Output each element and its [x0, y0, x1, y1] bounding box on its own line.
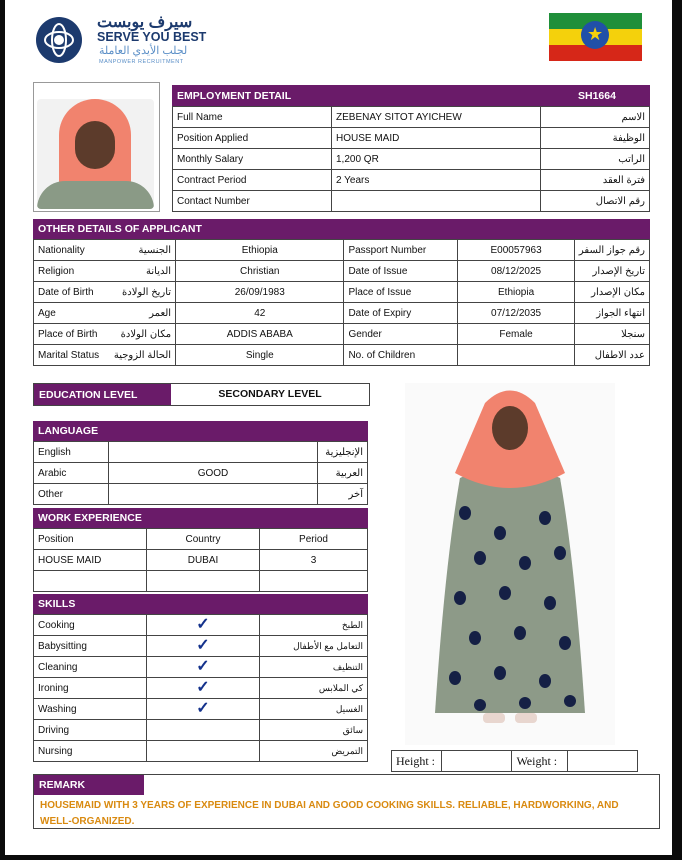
- field-value: Female: [458, 324, 575, 345]
- skill-label: Cooking: [34, 615, 147, 636]
- language-row: [34, 484, 368, 505]
- field-arabic-label: مكان الإصدار: [574, 282, 649, 303]
- field-label: Marital Status: [34, 345, 104, 366]
- skill-check-cell: [147, 615, 260, 636]
- check-icon: ✓: [196, 658, 210, 675]
- language-label: Arabic: [34, 463, 109, 484]
- skill-arabic-label: الغسيل: [260, 699, 368, 720]
- check-icon: ✓: [196, 700, 210, 717]
- other-details-row: [34, 303, 650, 324]
- field-label: Monthly Salary: [173, 149, 332, 170]
- language-arabic-label: الإنجليزية: [318, 442, 368, 463]
- skill-check-cell: [147, 699, 260, 720]
- skill-check-cell: [147, 720, 260, 741]
- work-row: [34, 550, 368, 571]
- field-value: 08/12/2025: [458, 261, 575, 282]
- language-row: [34, 463, 368, 484]
- top-photo-frame: [33, 82, 160, 212]
- language-header: LANGUAGE: [33, 421, 368, 441]
- field-value: 42: [176, 303, 344, 324]
- language-level: GOOD: [109, 463, 318, 484]
- field-value: Ethiopia: [176, 240, 344, 261]
- skill-label: Washing: [34, 699, 147, 720]
- field-arabic-label: انتهاء الجواز: [574, 303, 649, 324]
- employment-row: [173, 149, 650, 170]
- check-icon: ✓: [196, 616, 210, 633]
- field-arabic-label: سنجلا: [574, 324, 649, 345]
- other-details-row: [34, 324, 650, 345]
- skill-row: [34, 615, 368, 636]
- work-row: [34, 571, 368, 592]
- field-arabic-label: الجنسية: [103, 240, 175, 261]
- ethiopia-flag-icon: ★: [549, 13, 642, 61]
- field-value: 2 Years: [332, 170, 541, 191]
- field-value: 26/09/1983: [176, 282, 344, 303]
- field-label: Passport Number: [344, 240, 458, 261]
- field-label: Place of Issue: [344, 282, 458, 303]
- language-label: Other: [34, 484, 109, 505]
- field-arabic-label: رقم جواز السفر: [574, 240, 649, 261]
- height-label: Height :: [392, 751, 442, 772]
- field-arabic-label: فترة العقد: [541, 170, 650, 191]
- field-label: Date of Issue: [344, 261, 458, 282]
- field-arabic-label: تاريخ الولادة: [103, 282, 175, 303]
- field-value: HOUSE MAID: [332, 128, 541, 149]
- skill-label: Nursing: [34, 741, 147, 762]
- other-details-header: OTHER DETAILS OF APPLICANT: [33, 219, 650, 239]
- field-label: Contract Period: [173, 170, 332, 191]
- field-arabic-label: الديانة: [103, 261, 175, 282]
- field-value: E00057963: [458, 240, 575, 261]
- skill-check-cell: [147, 657, 260, 678]
- field-value: [332, 191, 541, 212]
- skill-row: [34, 657, 368, 678]
- skill-label: Babysitting: [34, 636, 147, 657]
- other-details-row: [34, 345, 650, 366]
- field-arabic-label: الوظيفة: [541, 128, 650, 149]
- skill-arabic-label: التمريض: [260, 741, 368, 762]
- company-logo: [33, 12, 223, 68]
- cv-page: [5, 0, 672, 855]
- education-row: [33, 383, 370, 406]
- field-arabic-label: العمر: [103, 303, 175, 324]
- skill-check-cell: [147, 678, 260, 699]
- remark-box: [33, 774, 660, 829]
- field-label: Place of Birth: [34, 324, 104, 345]
- applicant-portrait-photo: [37, 99, 154, 209]
- other-details-row: [34, 282, 650, 303]
- check-icon: ✓: [196, 679, 210, 696]
- language-table: [33, 441, 368, 505]
- skill-arabic-label: سائق: [260, 720, 368, 741]
- skill-label: Ironing: [34, 678, 147, 699]
- applicant-full-body-figure: [405, 383, 615, 745]
- field-label: Gender: [344, 324, 458, 345]
- employment-row: [173, 107, 650, 128]
- weight-label: Weight :: [512, 751, 567, 772]
- field-arabic-label: تاريخ الإصدار: [574, 261, 649, 282]
- field-value: 1,200 QR: [332, 149, 541, 170]
- education-label: EDUCATION LEVEL: [34, 384, 171, 405]
- work-cell: 3: [260, 550, 368, 571]
- logo-arabic-sub: لجلب الأيدي العاملة: [99, 45, 188, 57]
- field-label: Nationality: [34, 240, 104, 261]
- employment-table: [172, 106, 650, 212]
- skill-row: [34, 741, 368, 762]
- remark-header: REMARK: [34, 775, 144, 795]
- globe-logo-icon: [33, 14, 95, 66]
- field-label: Age: [34, 303, 104, 324]
- skill-row: [34, 678, 368, 699]
- field-label: Position Applied: [173, 128, 332, 149]
- skill-arabic-label: الطبخ: [260, 615, 368, 636]
- work-column-header: Country: [147, 529, 260, 550]
- employment-row: [173, 191, 650, 212]
- skill-row: [34, 636, 368, 657]
- logo-tagline: MANPOWER RECRUITMENT: [99, 59, 184, 65]
- field-arabic-label: مكان الولادة: [103, 324, 175, 345]
- field-value: [458, 345, 575, 366]
- employment-detail-header: [172, 85, 650, 106]
- skill-check-cell: [147, 636, 260, 657]
- work-cell: [34, 571, 147, 592]
- work-cell: [147, 571, 260, 592]
- reference-number: SH1664: [578, 89, 616, 102]
- skill-row: [34, 699, 368, 720]
- field-arabic-label: الحالة الزوجية: [103, 345, 175, 366]
- field-value: Christian: [176, 261, 344, 282]
- weight-value: [567, 751, 637, 772]
- check-icon: ✓: [196, 637, 210, 654]
- field-arabic-label: رقم الاتصال: [541, 191, 650, 212]
- logo-arabic: سيرف يوبست: [97, 14, 193, 31]
- language-level: [109, 442, 318, 463]
- field-value: ZEBENAY SITOT AYICHEW: [332, 107, 541, 128]
- employment-row: [173, 128, 650, 149]
- language-arabic-label: آخر: [318, 484, 368, 505]
- work-column-header: Position: [34, 529, 147, 550]
- field-label: Date of Expiry: [344, 303, 458, 324]
- employment-row: [173, 170, 650, 191]
- skill-arabic-label: التنظيف: [260, 657, 368, 678]
- skill-label: Cleaning: [34, 657, 147, 678]
- height-weight-table: [391, 750, 638, 772]
- education-value: SECONDARY LEVEL: [218, 388, 322, 400]
- skills-table: [33, 614, 368, 762]
- field-arabic-label: الراتب: [541, 149, 650, 170]
- field-arabic-label: الاسم: [541, 107, 650, 128]
- work-header-row: [34, 529, 368, 550]
- skill-row: [34, 720, 368, 741]
- field-label: Date of Birth: [34, 282, 104, 303]
- skill-arabic-label: كي الملابس: [260, 678, 368, 699]
- skills-header: SKILLS: [33, 594, 368, 614]
- field-label: Full Name: [173, 107, 332, 128]
- work-cell: HOUSE MAID: [34, 550, 147, 571]
- work-cell: [260, 571, 368, 592]
- language-level: [109, 484, 318, 505]
- field-label: No. of Children: [344, 345, 458, 366]
- field-value: 07/12/2035: [458, 303, 575, 324]
- field-value: Ethiopia: [458, 282, 575, 303]
- skill-label: Driving: [34, 720, 147, 741]
- field-value: Single: [176, 345, 344, 366]
- work-cell: DUBAI: [147, 550, 260, 571]
- field-value: ADDIS ABABA: [176, 324, 344, 345]
- other-details-row: [34, 261, 650, 282]
- remark-text: HOUSEMAID WITH 3 YEARS OF EXPERIENCE IN DUBAI AND GOOD COOKING SKILLS. RELIABLE, HARDWORKING, AND WELL-ORGANIZED.: [40, 800, 619, 827]
- height-value: [442, 751, 512, 772]
- work-experience-table: [33, 528, 368, 592]
- skill-check-cell: [147, 741, 260, 762]
- language-row: [34, 442, 368, 463]
- field-label: Religion: [34, 261, 104, 282]
- work-experience-header: WORK EXPERIENCE: [33, 508, 368, 528]
- full-body-photo: [405, 383, 615, 745]
- language-arabic-label: العربية: [318, 463, 368, 484]
- employment-header-title: EMPLOYMENT DETAIL: [177, 89, 292, 102]
- other-details-row: [34, 240, 650, 261]
- field-label: Contact Number: [173, 191, 332, 212]
- language-label: English: [34, 442, 109, 463]
- field-arabic-label: عدد الاطفال: [574, 345, 649, 366]
- logo-name: SERVE YOU BEST: [97, 30, 207, 44]
- work-column-header: Period: [260, 529, 368, 550]
- other-details-table: [33, 239, 650, 366]
- skill-arabic-label: التعامل مع الأطفال: [260, 636, 368, 657]
